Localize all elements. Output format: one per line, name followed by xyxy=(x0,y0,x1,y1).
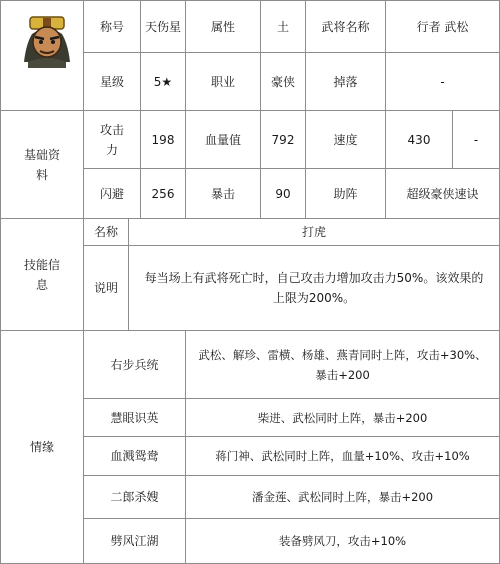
warrior-portrait-icon xyxy=(18,10,76,68)
star-label: 星级 xyxy=(99,74,124,89)
bond-desc: 蒋门神、武松同时上阵，血量+10%、攻击+10% xyxy=(215,449,470,463)
bond-name: 劈风江湖 xyxy=(110,534,159,548)
skill-desc-label: 说明 xyxy=(93,281,118,295)
drop-value: - xyxy=(440,74,445,89)
title-value: 天伤星 xyxy=(145,19,182,34)
bond-name: 慧眼识英 xyxy=(110,410,159,425)
hp-label: 血量值 xyxy=(204,132,241,147)
bond-desc: 装备劈风刀，攻击+10% xyxy=(278,534,407,548)
title-label: 称号 xyxy=(99,19,124,34)
bond-desc: 柴进、武松同时上阵，暴击+200 xyxy=(257,410,428,425)
attr-value: 土 xyxy=(276,19,289,34)
attr-label: 属性 xyxy=(210,19,235,34)
general-name-label: 武将名称 xyxy=(321,19,370,34)
dodge-label: 闪避 xyxy=(99,186,124,201)
speed-label: 速度 xyxy=(333,132,358,147)
job-value: 豪侠 xyxy=(270,74,295,89)
assist-label: 助阵 xyxy=(333,186,358,201)
bond-name: 右步兵统 xyxy=(110,357,159,372)
bond-desc: 潘金莲、武松同时上阵，暴击+200 xyxy=(251,490,434,504)
skill-name-value: 打虎 xyxy=(301,225,326,239)
star-value: 5★ xyxy=(153,74,173,89)
skill-name-label: 名称 xyxy=(93,225,118,239)
general-name-value: 行者 武松 xyxy=(416,19,469,34)
bond-desc: 武松、解珍、雷横、杨雄、燕青同时上阵，攻击+30%、暴击+200 xyxy=(198,347,487,382)
hp-value: 792 xyxy=(271,132,295,147)
crit-label: 暴击 xyxy=(210,186,235,201)
bond-name: 血溅鸳鸯 xyxy=(110,449,159,463)
skill-section-label: 技能信息 xyxy=(23,257,60,292)
dodge-value: 256 xyxy=(151,186,175,201)
attack-value: 198 xyxy=(151,132,175,147)
crit-value: 90 xyxy=(275,186,291,201)
bonds-section-label: 情缘 xyxy=(29,440,54,454)
drop-label: 掉落 xyxy=(333,74,358,89)
bond-name: 二郎杀嫂 xyxy=(110,490,159,504)
job-label: 职业 xyxy=(210,74,235,89)
speed-extra: - xyxy=(473,132,479,147)
assist-value: 超级豪侠速诀 xyxy=(406,186,479,201)
speed-value: 430 xyxy=(407,132,431,147)
skill-desc-value: 每当场上有武将死亡时，自己攻击力增加攻击力50%。该效果的上限为200%。 xyxy=(144,271,484,305)
attack-label: 攻击力 xyxy=(99,122,124,157)
basic-section-label: 基础资料 xyxy=(23,147,60,182)
